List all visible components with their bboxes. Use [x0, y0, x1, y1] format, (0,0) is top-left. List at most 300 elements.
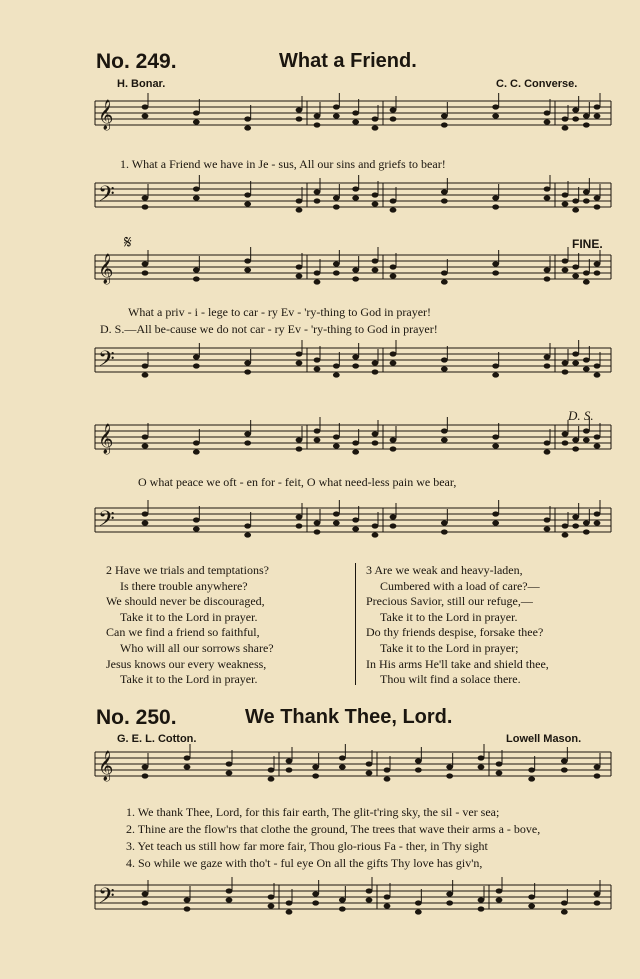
note-head: [441, 113, 448, 118]
verse-line: Can we find a friend so faithful,: [106, 625, 260, 640]
note-head: [372, 267, 379, 272]
note-head: [286, 767, 293, 772]
note-head: [296, 198, 303, 203]
note-head: [384, 894, 391, 899]
note-head: [390, 198, 397, 203]
note-head: [594, 764, 601, 769]
note-head: [366, 888, 373, 893]
note-head: [314, 198, 321, 203]
note-head: [244, 440, 251, 445]
note-head: [193, 267, 200, 272]
note-head: [244, 523, 251, 528]
note-head: [446, 764, 453, 769]
lyric-line: 4. So while we gaze with tho't - ful eye On all the gifts Thy love has giv'n,: [126, 856, 483, 870]
note-head: [244, 267, 251, 272]
note-head: [594, 773, 601, 778]
note-head: [193, 110, 200, 115]
note-head: [312, 773, 319, 778]
note-head: [583, 437, 590, 442]
note-head: [544, 119, 551, 124]
note-head: [562, 532, 569, 537]
note-head: [333, 520, 340, 525]
note-head: [562, 258, 569, 263]
note-head: [296, 273, 303, 278]
note-head: [352, 267, 359, 272]
note-head: [352, 354, 359, 359]
note-head: [562, 523, 569, 528]
lyric-line: D. S.—All be-cause we do not car - ry Ev - 'ry-thing to God in prayer!: [100, 322, 438, 336]
note-head: [226, 897, 233, 902]
note-head: [544, 195, 551, 200]
note-head: [561, 900, 568, 905]
note-head: [492, 195, 499, 200]
treble-clef-icon: 𝄞: [98, 424, 114, 454]
note-head: [314, 437, 321, 442]
note-head: [352, 526, 359, 531]
note-head: [184, 906, 191, 911]
note-head: [352, 119, 359, 124]
note-head: [562, 431, 569, 436]
note-head: [193, 186, 200, 191]
note-head: [390, 264, 397, 269]
note-head: [142, 195, 149, 200]
verse-line: Who will all our sorrows share?: [120, 640, 274, 655]
bass-clef-icon: 𝄢: [98, 347, 115, 377]
note-head: [193, 195, 200, 200]
note-head: [583, 122, 590, 127]
note-head: [142, 900, 149, 905]
note-head: [268, 767, 275, 772]
note-head: [446, 900, 453, 905]
verse-line: Thou wilt find a solace there.: [380, 672, 521, 687]
bass-clef-icon: 𝄢: [98, 507, 115, 537]
note-head: [594, 363, 601, 368]
note-head: [544, 517, 551, 522]
note-head: [333, 261, 340, 266]
composer: C. C. Converse.: [496, 78, 578, 90]
note-head: [390, 437, 397, 442]
note-head: [142, 764, 149, 769]
note-head: [562, 192, 569, 197]
note-head: [441, 357, 448, 362]
note-head: [314, 428, 321, 433]
note-head: [372, 523, 379, 528]
note-head: [528, 776, 535, 781]
note-head: [366, 897, 373, 902]
note-head: [372, 360, 379, 365]
note-head: [572, 207, 579, 212]
note-head: [286, 900, 293, 905]
verse-2: [106, 563, 274, 688]
note-head: [142, 204, 149, 209]
note-head: [561, 758, 568, 763]
note-head: [333, 443, 340, 448]
note-head: [594, 891, 601, 896]
note-head: [390, 446, 397, 451]
note-head: [142, 520, 149, 525]
note-head: [415, 758, 422, 763]
note-head: [390, 351, 397, 356]
note-head: [390, 523, 397, 528]
note-head: [244, 369, 251, 374]
note-head: [572, 264, 579, 269]
note-head: [268, 776, 275, 781]
note-head: [390, 207, 397, 212]
note-head: [562, 201, 569, 206]
note-head: [496, 888, 503, 893]
note-head: [583, 189, 590, 194]
note-head: [446, 773, 453, 778]
note-head: [390, 273, 397, 278]
note-head: [492, 261, 499, 266]
note-head: [339, 755, 346, 760]
note-head: [492, 113, 499, 118]
note-head: [193, 276, 200, 281]
note-head: [583, 113, 590, 118]
treble-clef-icon: 𝄞: [98, 100, 114, 130]
note-head: [544, 440, 551, 445]
bass-clef-icon: 𝄢: [98, 182, 115, 212]
note-head: [286, 758, 293, 763]
note-head: [561, 767, 568, 772]
hymn-title: We Thank Thee, Lord.: [245, 706, 453, 728]
note-head: [193, 449, 200, 454]
lyric-line: 1. We thank Thee, Lord, for this fair earth, The glit-t'ring sky, the sil - ver sea;: [126, 805, 500, 819]
note-head: [333, 372, 340, 377]
fine-mark: FINE.: [572, 237, 603, 251]
note-head: [594, 520, 601, 525]
note-head: [244, 431, 251, 436]
note-head: [544, 363, 551, 368]
note-head: [441, 122, 448, 127]
note-head: [492, 434, 499, 439]
note-head: [372, 258, 379, 263]
note-head: [446, 891, 453, 896]
note-head: [333, 363, 340, 368]
note-head: [572, 107, 579, 112]
note-head: [226, 761, 233, 766]
note-head: [352, 440, 359, 445]
note-head: [314, 189, 321, 194]
verse-3: [366, 563, 549, 688]
note-head: [572, 437, 579, 442]
note-head: [594, 204, 601, 209]
hymn-number: No. 249.: [96, 50, 177, 73]
note-head: [333, 511, 340, 516]
note-head: [415, 900, 422, 905]
lyric-line: 2. Thine are the flow'rs that clothe the ground, The trees that wave their arms a - bove,: [126, 822, 541, 836]
note-head: [583, 529, 590, 534]
note-head: [478, 755, 485, 760]
note-head: [314, 122, 321, 127]
note-head: [492, 363, 499, 368]
note-head: [492, 270, 499, 275]
note-head: [384, 767, 391, 772]
note-head: [352, 186, 359, 191]
note-head: [314, 357, 321, 362]
note-head: [142, 113, 149, 118]
note-head: [296, 351, 303, 356]
lyricist: G. E. L. Cotton.: [117, 733, 197, 745]
note-head: [562, 125, 569, 130]
note-head: [583, 428, 590, 433]
note-head: [594, 261, 601, 266]
note-head: [142, 261, 149, 266]
note-head: [372, 192, 379, 197]
note-head: [339, 764, 346, 769]
note-head: [333, 434, 340, 439]
note-head: [583, 520, 590, 525]
note-head: [244, 360, 251, 365]
note-head: [478, 906, 485, 911]
note-head: [594, 270, 601, 275]
note-head: [594, 443, 601, 448]
note-head: [333, 104, 340, 109]
note-head: [562, 369, 569, 374]
note-head: [296, 264, 303, 269]
note-head: [142, 363, 149, 368]
note-head: [594, 511, 601, 516]
verse-line: Take it to the Lord in prayer.: [120, 672, 258, 687]
note-head: [333, 270, 340, 275]
note-head: [390, 514, 397, 519]
note-head: [562, 267, 569, 272]
note-head: [528, 767, 535, 772]
verse-line: Jesus knows our every weakness,: [106, 656, 267, 671]
note-head: [441, 520, 448, 525]
note-head: [544, 526, 551, 531]
note-head: [333, 204, 340, 209]
verse-line: Precious Savior, still our refuge,—: [366, 594, 533, 609]
note-head: [366, 770, 373, 775]
note-head: [492, 511, 499, 516]
hymn-title: What a Friend.: [279, 50, 417, 72]
note-head: [268, 903, 275, 908]
note-head: [544, 276, 551, 281]
note-head: [572, 116, 579, 121]
note-head: [142, 270, 149, 275]
note-head: [415, 909, 422, 914]
note-head: [142, 443, 149, 448]
note-head: [296, 107, 303, 112]
note-head: [528, 903, 535, 908]
note-head: [296, 523, 303, 528]
note-head: [352, 195, 359, 200]
note-head: [594, 372, 601, 377]
note-head: [562, 360, 569, 365]
note-head: [384, 903, 391, 908]
verse-line: Take it to the Lord in prayer.: [380, 609, 518, 624]
note-head: [314, 520, 321, 525]
note-head: [244, 258, 251, 263]
note-head: [296, 514, 303, 519]
verse-line: 2 Have we trials and temptations?: [106, 563, 269, 577]
note-head: [372, 201, 379, 206]
note-head: [314, 113, 321, 118]
note-head: [193, 517, 200, 522]
note-head: [193, 119, 200, 124]
note-head: [441, 437, 448, 442]
note-head: [352, 276, 359, 281]
treble-clef-icon: 𝄞: [98, 751, 114, 781]
note-head: [492, 443, 499, 448]
note-head: [333, 113, 340, 118]
lyric-line: What a priv - i - lege to car - ry Ev - 'ry-thing to God in prayer!: [128, 305, 432, 319]
note-head: [314, 279, 321, 284]
note-head: [544, 110, 551, 115]
note-head: [339, 906, 346, 911]
note-head: [528, 894, 535, 899]
note-head: [244, 201, 251, 206]
verse-line: We should never be discouraged,: [106, 594, 265, 609]
note-head: [415, 767, 422, 772]
note-head: [561, 909, 568, 914]
note-head: [572, 351, 579, 356]
ds-mark: D. S.: [568, 408, 594, 423]
note-head: [339, 897, 346, 902]
note-head: [142, 891, 149, 896]
note-head: [244, 125, 251, 130]
note-head: [594, 113, 601, 118]
lyricist: H. Bonar.: [117, 78, 166, 90]
note-head: [572, 198, 579, 203]
note-head: [226, 888, 233, 893]
note-head: [296, 360, 303, 365]
note-head: [286, 909, 293, 914]
note-head: [352, 110, 359, 115]
note-head: [441, 198, 448, 203]
note-head: [333, 195, 340, 200]
note-head: [142, 104, 149, 109]
note-head: [366, 761, 373, 766]
note-head: [496, 761, 503, 766]
note-head: [312, 891, 319, 896]
note-head: [372, 116, 379, 121]
note-head: [390, 360, 397, 365]
note-head: [390, 107, 397, 112]
note-head: [544, 267, 551, 272]
note-head: [312, 900, 319, 905]
note-head: [594, 195, 601, 200]
note-head: [583, 279, 590, 284]
note-head: [184, 764, 191, 769]
note-head: [193, 363, 200, 368]
note-head: [226, 770, 233, 775]
note-head: [441, 279, 448, 284]
note-head: [352, 449, 359, 454]
note-head: [372, 369, 379, 374]
note-head: [496, 897, 503, 902]
note-head: [142, 511, 149, 516]
note-head: [492, 104, 499, 109]
note-head: [562, 440, 569, 445]
note-head: [372, 431, 379, 436]
verse-line: Is there trouble anywhere?: [120, 578, 248, 593]
note-head: [583, 198, 590, 203]
note-head: [544, 449, 551, 454]
verse-line: Do thy friends despise, forsake thee?: [366, 625, 544, 640]
verse-line: Take it to the Lord in prayer;: [380, 640, 519, 655]
note-head: [572, 273, 579, 278]
note-head: [384, 776, 391, 781]
verse-line: Cumbered with a load of care?—: [380, 578, 540, 593]
note-head: [441, 366, 448, 371]
note-head: [142, 434, 149, 439]
note-head: [372, 532, 379, 537]
verse-line: 3 Are we weak and heavy-laden,: [366, 563, 523, 577]
note-head: [352, 517, 359, 522]
column-divider: [355, 563, 356, 685]
note-head: [193, 526, 200, 531]
note-head: [583, 366, 590, 371]
note-head: [296, 446, 303, 451]
note-head: [244, 116, 251, 121]
note-head: [244, 532, 251, 537]
note-head: [390, 116, 397, 121]
verse-line: Take it to the Lord in prayer.: [120, 609, 258, 624]
treble-clef-icon: 𝄞: [98, 254, 114, 284]
note-head: [184, 755, 191, 760]
note-head: [594, 434, 601, 439]
lyric-line: 1. What a Friend we have in Je - sus, All our sins and griefs to bear!: [120, 157, 446, 171]
note-head: [142, 773, 149, 778]
note-head: [572, 446, 579, 451]
note-head: [193, 440, 200, 445]
bass-clef-icon: 𝄢: [98, 884, 115, 914]
note-head: [583, 357, 590, 362]
note-head: [594, 900, 601, 905]
note-head: [314, 529, 321, 534]
note-head: [544, 354, 551, 359]
note-head: [478, 764, 485, 769]
note-head: [478, 897, 485, 902]
hymn-number: No. 250.: [96, 706, 177, 729]
note-head: [492, 372, 499, 377]
note-head: [441, 270, 448, 275]
note-head: [572, 523, 579, 528]
composer: Lowell Mason.: [506, 733, 582, 745]
note-head: [314, 270, 321, 275]
lyric-line: O what peace we oft - en for - feit, O what need-less pain we bear,: [138, 475, 457, 489]
note-head: [441, 529, 448, 534]
note-head: [496, 770, 503, 775]
note-head: [441, 189, 448, 194]
note-head: [372, 125, 379, 130]
note-head: [296, 437, 303, 442]
note-head: [142, 372, 149, 377]
lyric-line: 3. Yet teach us still how far more fair, Thou glo-rious Fa - ther, in Thy sight: [126, 839, 488, 853]
note-head: [268, 894, 275, 899]
note-head: [352, 363, 359, 368]
note-head: [441, 428, 448, 433]
note-head: [544, 186, 551, 191]
note-head: [492, 204, 499, 209]
note-head: [296, 116, 303, 121]
note-head: [372, 440, 379, 445]
note-head: [583, 270, 590, 275]
note-head: [572, 514, 579, 519]
note-head: [193, 354, 200, 359]
note-head: [296, 207, 303, 212]
note-head: [562, 116, 569, 121]
note-head: [244, 192, 251, 197]
verse-line: In His arms He'll take and shield thee,: [366, 656, 549, 671]
note-head: [492, 520, 499, 525]
note-head: [572, 360, 579, 365]
note-head: [184, 897, 191, 902]
note-head: [312, 764, 319, 769]
note-head: [314, 366, 321, 371]
